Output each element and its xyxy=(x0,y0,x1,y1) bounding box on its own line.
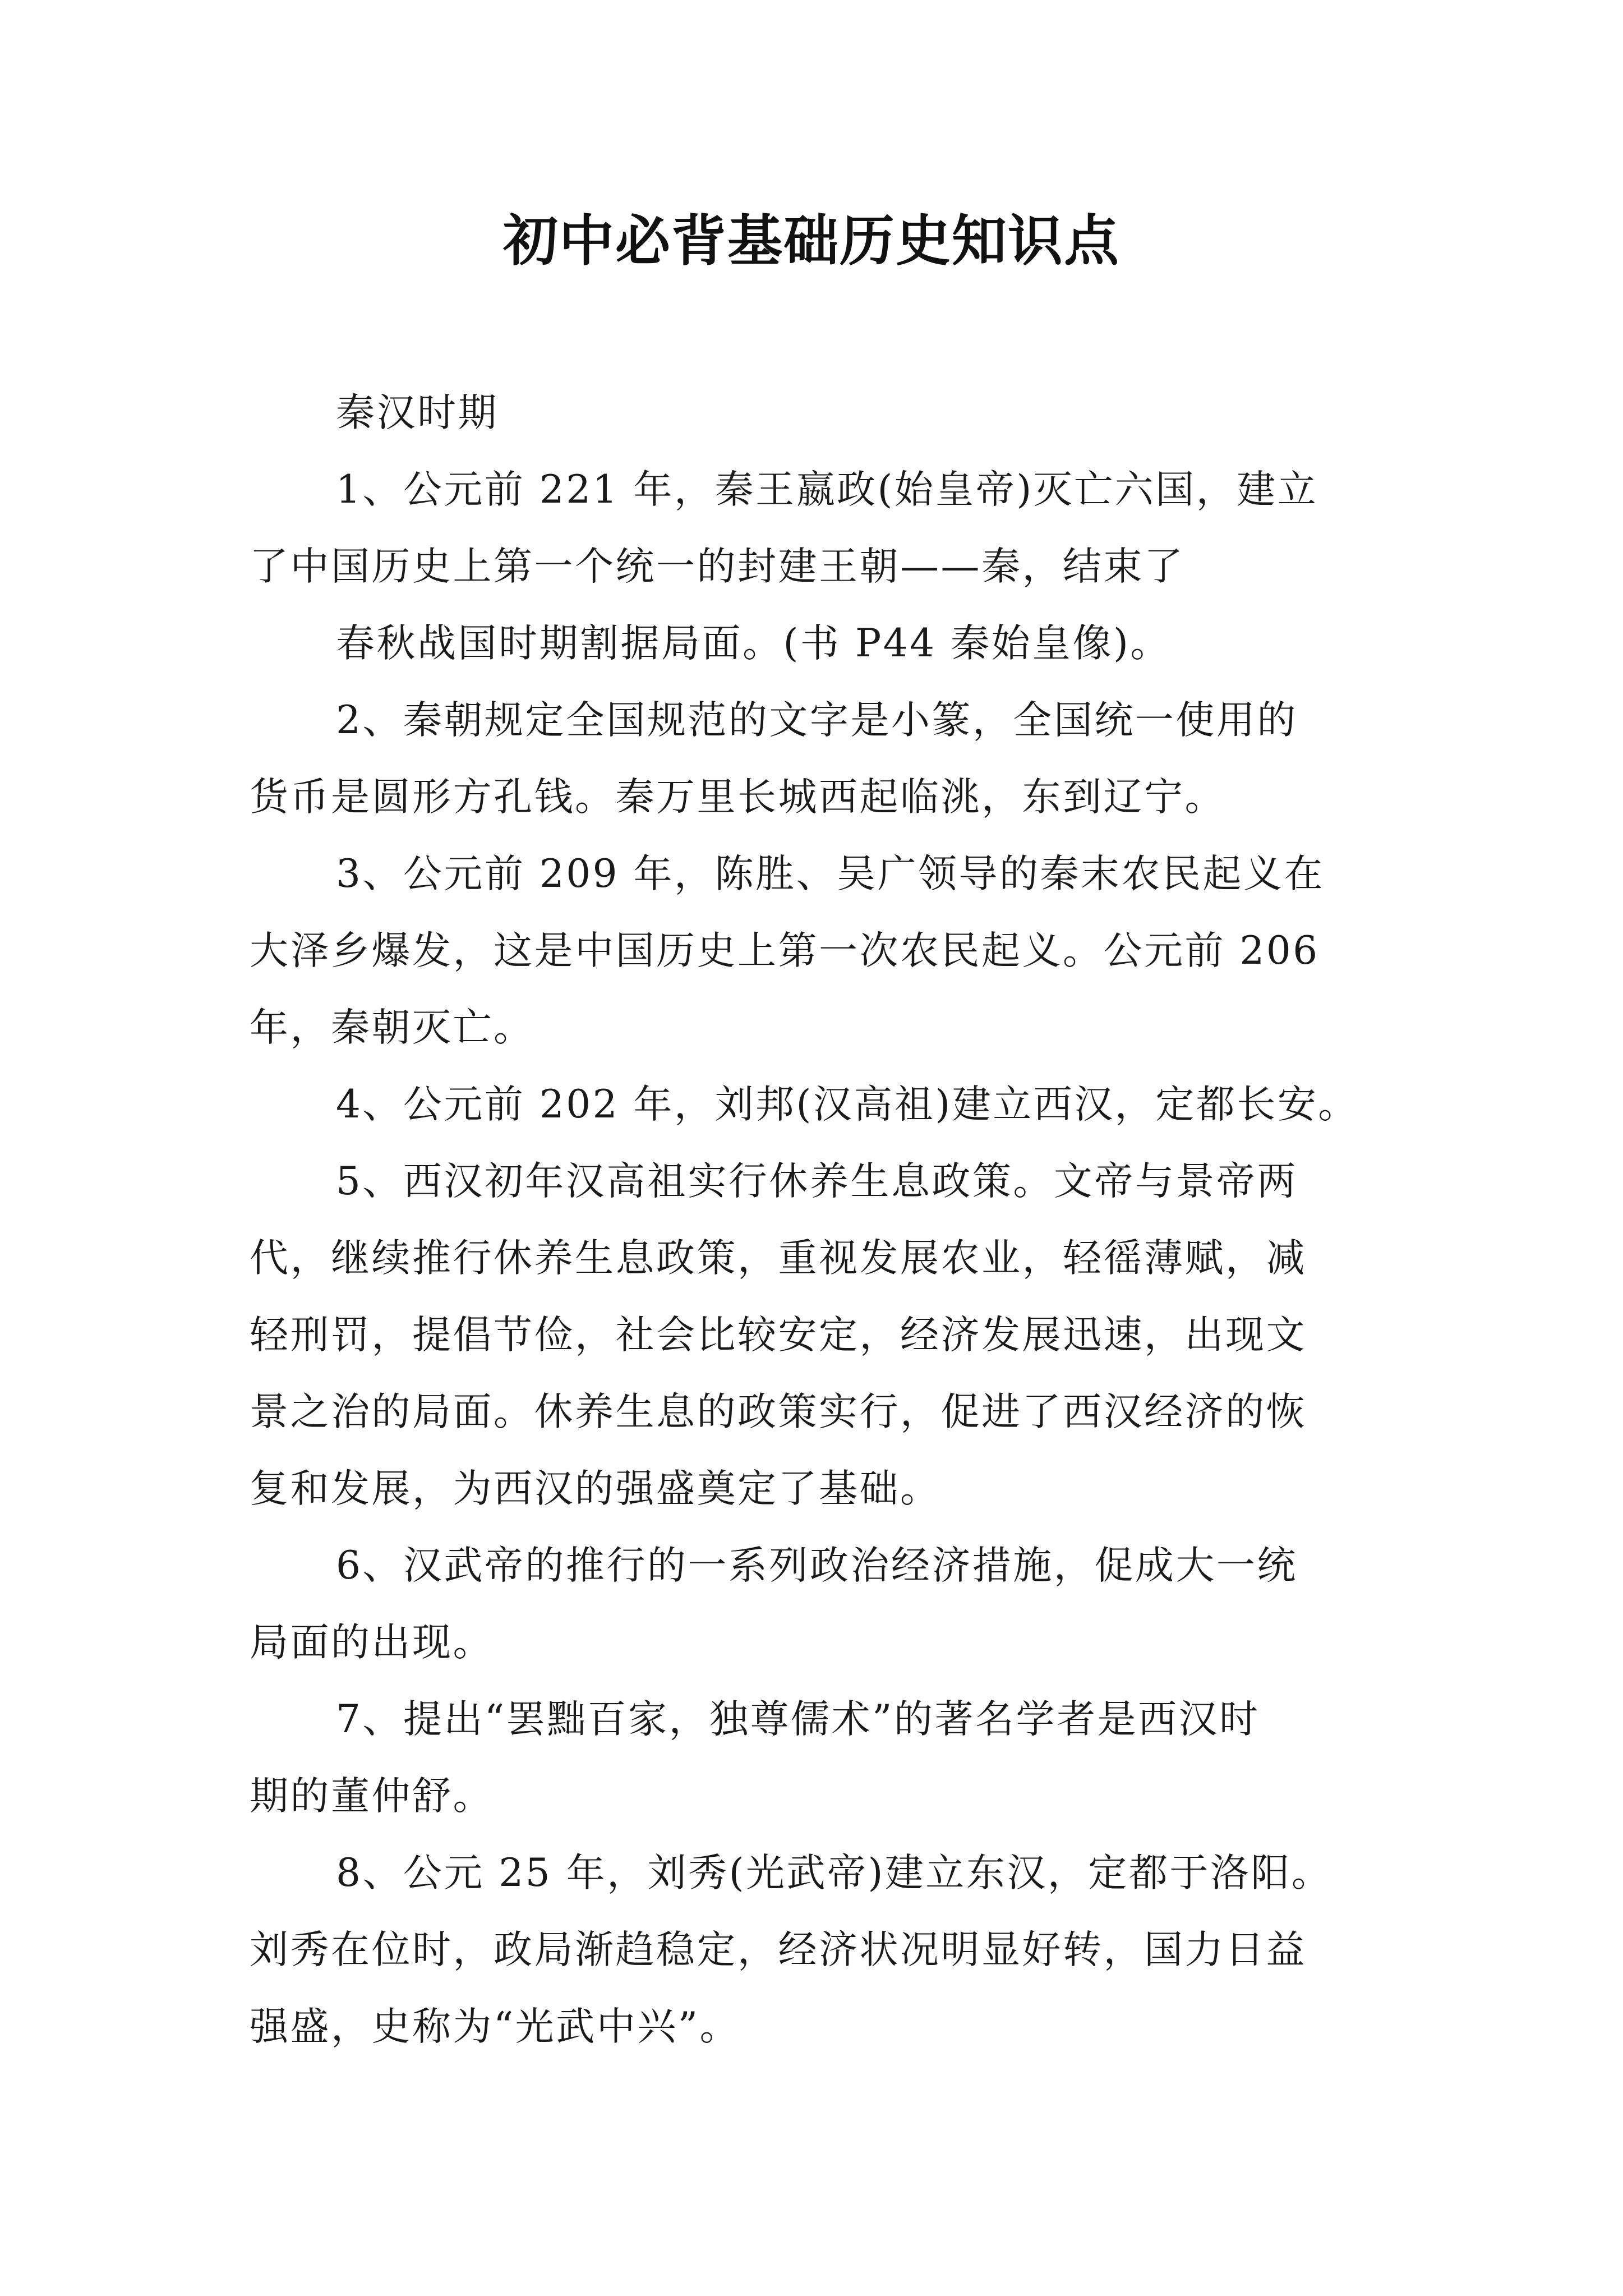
paragraph-line: 轻刑罚，提倡节俭，社会比较安定，经济发展迅速，出现文 xyxy=(250,1313,1307,1358)
paragraph-line: 期的董仲舒。 xyxy=(250,1774,494,1819)
paragraph-line: 7、提出“罢黜百家，独尊儒术”的著名学者是西汉时 xyxy=(336,1697,1260,1742)
paragraph-line: 大泽乡爆发，这是中国历史上第一次农民起义。公元前 206 xyxy=(250,928,1320,973)
paragraph-line: 了中国历史上第一个统一的封建王朝——秦，结束了 xyxy=(250,544,1185,589)
paragraph-line: 货币是圆形方孔钱。秦万里长城西起临洮，东到辽宁。 xyxy=(250,775,1225,820)
paragraph-line: 强盛，史称为“光武中兴”。 xyxy=(250,2004,741,2049)
document-body xyxy=(250,375,1388,2065)
paragraph-line: 6、汉武帝的推行的一系列政治经济措施，促成大一统 xyxy=(336,1543,1298,1588)
paragraph-line: 3、公元前 209 年，陈胜、吴广领导的秦末农民起义在 xyxy=(336,852,1325,896)
paragraph-line: 年，秦朝灭亡。 xyxy=(250,1005,534,1050)
paragraph-line: 复和发展，为西汉的强盛奠定了基础。 xyxy=(250,1466,941,1511)
paragraph-line: 春秋战国时期割据局面。(书 P44 秦始皇像)。 xyxy=(336,621,1171,666)
paragraph-line: 局面的出现。 xyxy=(250,1620,494,1665)
section-heading: 秦汉时期 xyxy=(336,390,499,435)
paragraph-line: 刘秀在位时，政局渐趋稳定，经济状况明显好转，国力日益 xyxy=(250,1927,1307,1972)
paragraph-line: 代，继续推行休养生息政策，重视发展农业，轻徭薄赋，减 xyxy=(250,1236,1307,1281)
paragraph-line: 2、秦朝规定全国规范的文字是小篆，全国统一使用的 xyxy=(336,698,1298,743)
document-title: 初中必背基础历史知识点 xyxy=(502,209,1120,273)
paragraph-line: 1、公元前 221 年，秦王嬴政(始皇帝)灭亡六国，建立 xyxy=(336,467,1318,512)
paragraph-line: 5、西汉初年汉高祖实行休养生息政策。文帝与景帝两 xyxy=(336,1159,1298,1204)
paragraph-line: 景之治的局面。休养生息的政策实行，促进了西汉经济的恢 xyxy=(250,1389,1307,1434)
paragraph-line: 8、公元 25 年，刘秀(光武帝)建立东汉，定都于洛阳。 xyxy=(336,1851,1332,1895)
paragraph-line: 4、公元前 202 年，刘邦(汉高祖)建立西汉，定都长安。 xyxy=(336,1082,1359,1127)
